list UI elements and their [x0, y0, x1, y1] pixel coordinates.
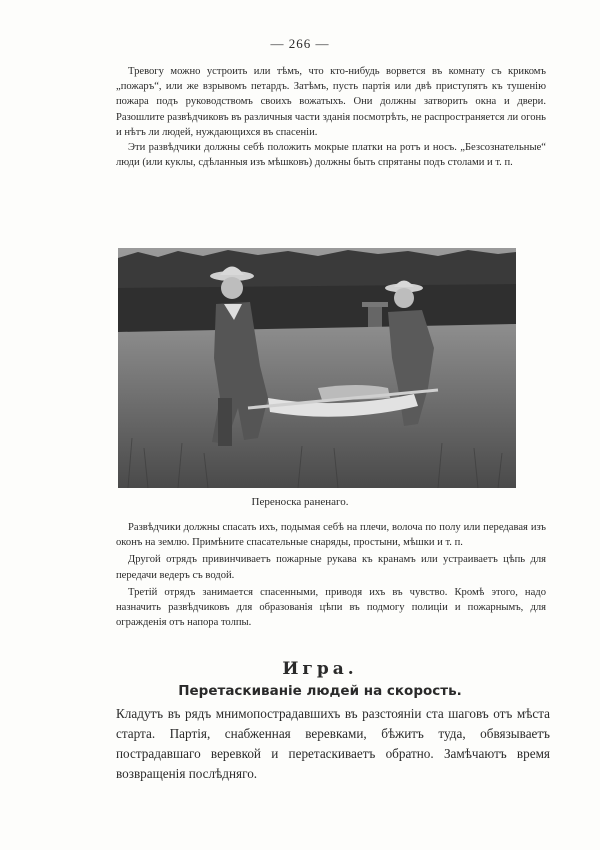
photo-caption: Переноска раненаго. — [251, 496, 349, 508]
fire-drill-text — [116, 64, 546, 170]
photo-carrying-wounded — [118, 248, 516, 488]
paragraph: Эти развѣдчики должны себѣ положить мокрые платки на ротъ и носъ. „Безсознательные“ люди (или куклы, сдѣланныя изъ мѣшковъ) должны быть спрятаны подъ столами и т. п. — [116, 142, 546, 169]
paragraph: Кладутъ въ рядъ мнимопострадавшихъ въ разстояніи ста шаговъ отъ мѣста старта. Партія, снабженная веревками, бѣжитъ туда, обвязываетъ пострадавшаго веревкой и перетаскиваетъ обратно. Замѣчаютъ время возвращенія послѣдняго. — [116, 706, 550, 781]
rescue-text — [116, 520, 546, 632]
paragraph: Развѣдчики должны спасать ихъ, подымая себѣ на плечи, волоча по полу или передавая изъ оконъ на землю. Примѣните спасательные снаряды, простыни, мѣшки и т. п. — [116, 522, 546, 549]
paragraph: Другой отрядъ привинчиваетъ пожарные рукава къ кранамъ или устраиваетъ цѣпь для передачи ведеръ съ водой. — [116, 554, 546, 581]
paragraph: Тревогу можно устроить или тѣмъ, что кто-нибудь ворвется въ комнату съ крикомъ „пожаръ“, или же взрывомъ петардъ. Затѣмъ, пусть партія или двѣ приступятъ къ тушенію пожара подъ руководствомъ своихъ вожатыхъ. Они должны затворить окна и двери. Разошлите развѣдчиковъ въ различныя части зданія посмотрѣть, не распространяется ли огонь и нѣтъ ли людей, нуждающихся въ спасеніи. — [116, 66, 546, 138]
game-text — [116, 704, 550, 784]
paragraph: Третій отрядъ занимается спасенными, приводя ихъ въ чувство. Кромѣ этого, надо назначить развѣдчиковъ для образованія цѣпи въ подмогу полиціи и пожарнымъ, для огражденія отъ напора толпы. — [116, 586, 546, 629]
game-title: Игра. — [282, 659, 358, 679]
page-number: — 266 — — [270, 36, 330, 51]
game-subtitle: Перетаскиваніе людей на скорость. — [178, 683, 462, 699]
